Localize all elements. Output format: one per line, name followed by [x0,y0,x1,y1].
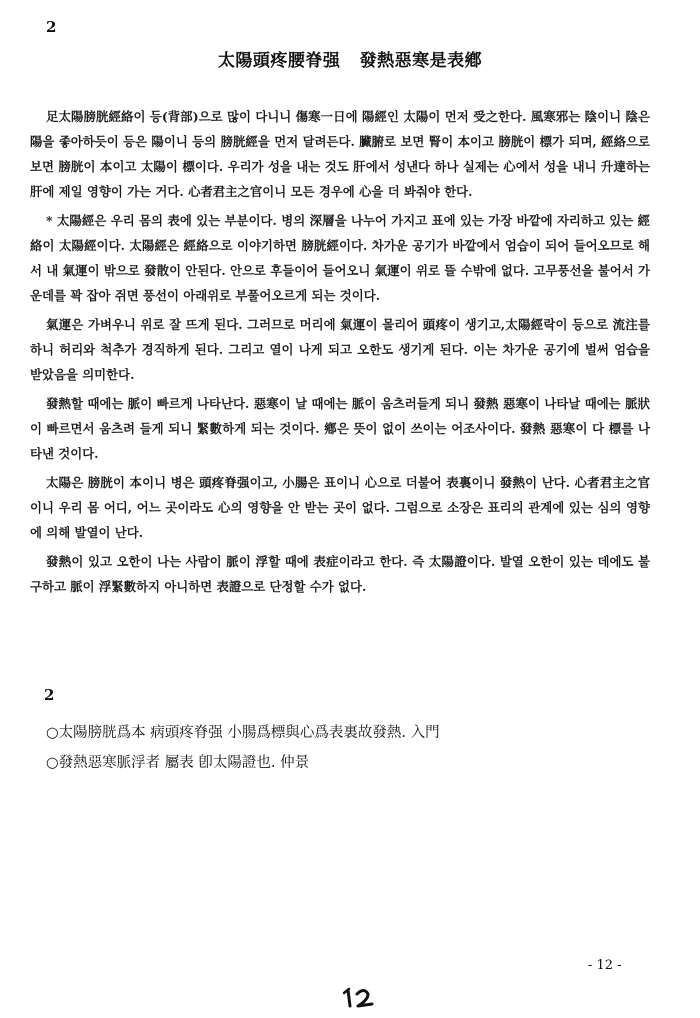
source-quotes [46,718,666,778]
paragraph: 發熱할 때에는 脈이 빠르게 나타난다. 惡寒이 날 때에는 脈이 움츠러들게 되니 發熱 惡寒이 나타날 때에는 脈狀이 빠르면서 움츠려 들게 되니 緊數하게 되는 것이다. 鄕은 뜻이 없이 쓰이는 어조사이다. 發熱 惡寒이 다 標를 나타낸 것이다. [30,396,650,461]
paragraph: 太陽은 膀胱이 本이니 병은 頭疼脊强이고, 小腸은 표이니 心으로 더불어 表裏이니 發熱이 난다. 心者君主之官이니 우리 몸 어디, 어느 곳이라도 心의 영향을 안 받는 곳이 없다. 그럼으로 소장은 표리의 관계에 있는 심의 영향에 의해 발열이 난다. [30,475,650,540]
note-number: 2 [44,686,55,704]
paragraph: 氣運은 가벼우니 위로 잘 뜨게 된다. 그러므로 머리에 氣運이 몰리어 頭疼이 생기고,太陽經락이 등으로 流注를 하니 허리와 척추가 경직하게 된다. 그리고 열이 나게 되고 오한도 생기게 된다. 이는 차가운 공기에 벌써 엄습을 받았음을 의미한다. [30,317,650,382]
paragraph: 足太陽膀胱經絡이 등(背部)으로 많이 다니니 傷寒一日에 陽經인 太陽이 먼저 受之한다. 風寒邪는 陰이니 陰은 陽을 좋아하듯이 등은 陽이니 등의 膀胱經을 먼저 달려든다. 臟腑로 보면 腎이 本이고 膀胱이 標가 되며, 經絡으로 보면 膀胱이 本이고 太陽이 標이다. 우리가 성을 내는 것도 肝에서 성낸다 하나 실제는 心에서 성을 내니 升達하는 肝에 제일 영향이 가는 거다. 心者君主之官이니 모든 경우에 心을 더 봐줘야 한다. [30,109,650,199]
paragraph: 發熱이 있고 오한이 나는 사람이 脈이 浮할 때에 表症이라고 한다. 즉 太陽證이다. 발열 오한이 있는 데에도 불구하고 脈이 浮緊數하지 아니하면 表證으로 단정할 수가 없다. [30,554,650,594]
handwritten-page-mark [340,984,380,1012]
source-quote: ○發熱惡寒脈浮者 屬表 卽太陽證也. 仲景 [46,755,310,771]
commentary-body [30,104,650,603]
source-quote: ○太陽膀胱爲本 病頭疼脊强 小腸爲標與心爲表裏故發熱. 入門 [46,725,440,741]
page-number: - 12 - [588,958,622,973]
page-title: 太陽頭疼腰脊强 發熱惡寒是表鄕 [217,51,483,71]
section-number: 2 [46,18,57,36]
paragraph: * 太陽經은 우리 몸의 表에 있는 부분이다. 병의 深層을 나누어 가지고 표에 있는 가장 바깥에 자리하고 있는 經絡이 太陽經이다. 太陽經은 經絡으로 이야기하면 膀胱經이다. 차가운 공기가 바깥에서 엄습이 되어 들어오므로 해서 내 氣運이 밖으로 發散이 안된다. 안으로 후들이어 들어오니 氣運이 위로 뜰 수밖에 없다. 고무풍선을 불어서 가운데를 꽉 잡아 쥐면 풍선이 아래위로 부풀어오르게 되는 것이다. [30,213,650,303]
